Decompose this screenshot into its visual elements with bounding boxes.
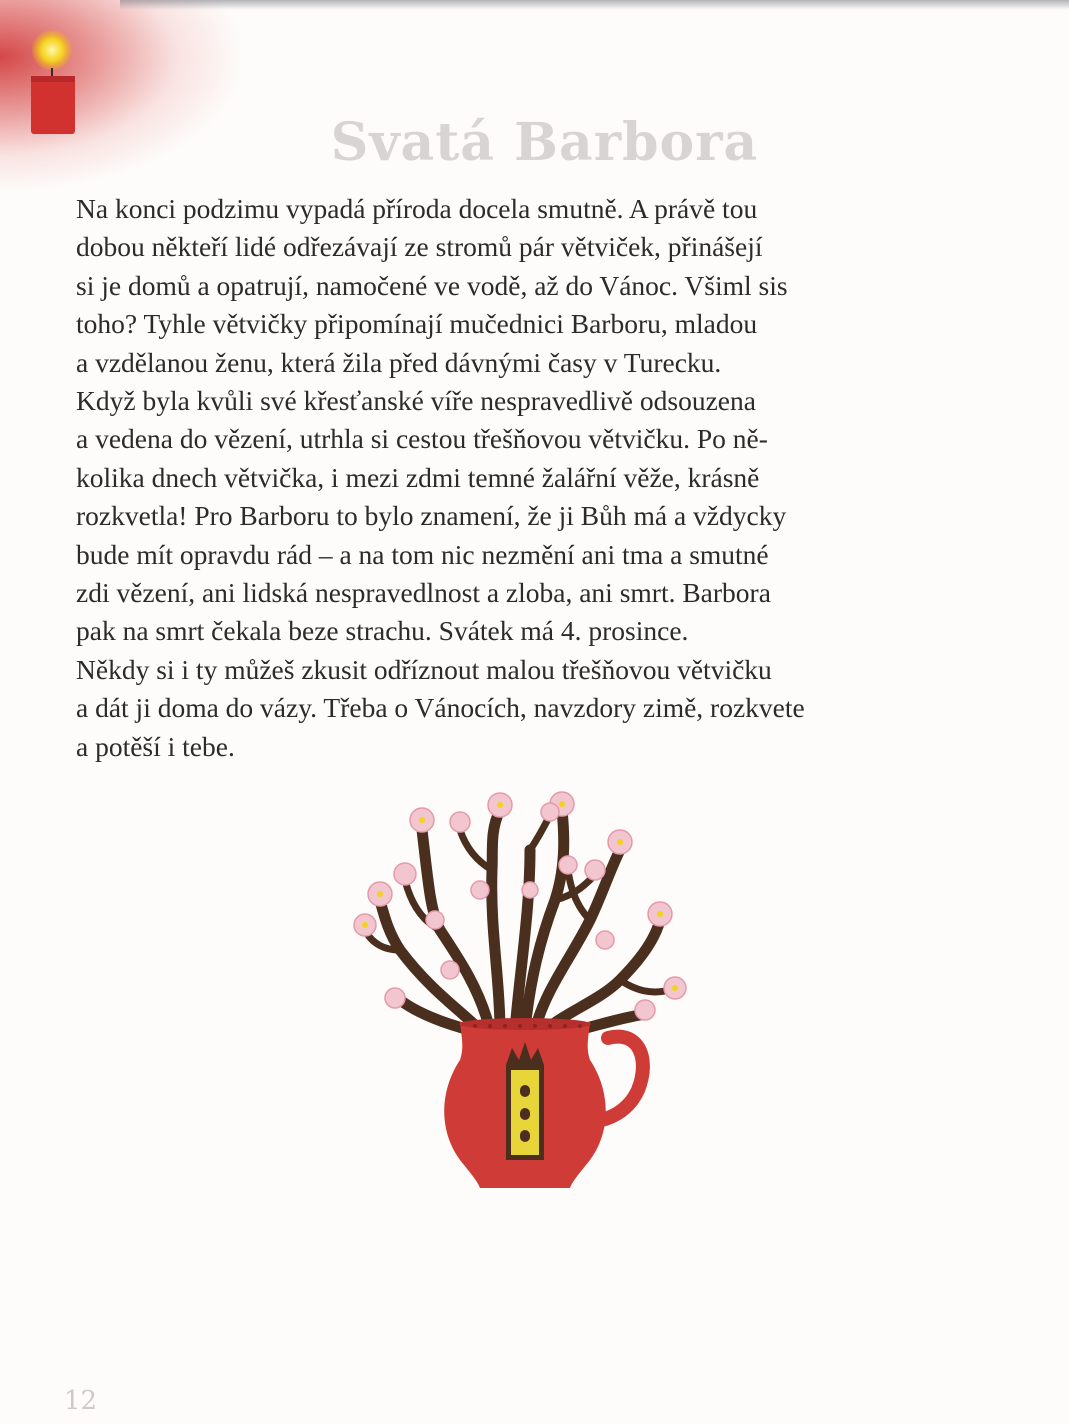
text-line: Na konci podzimu vypadá příroda docela smutně. A právě tou — [76, 193, 758, 224]
text-line: pak na smrt čekala beze strachu. Svátek má 4. prosince. — [76, 615, 689, 647]
page-title: Svatá Barbora — [330, 112, 759, 173]
text-line: Někdy si i ty můžeš zkusit odříznout malou třešňovou větvičku — [76, 653, 772, 685]
text-line: rozkvetla! Pro Barboru to bylo znamení, že ji Bůh má a vždycky — [76, 500, 787, 532]
text-line: dobou někteří lidé odřezávají ze stromů pár větviček, přinášejí — [76, 231, 763, 263]
vase-with-cherry-branches-icon — [340, 790, 720, 1190]
text-line: kolika dnech větvička, i mezi zdmi temné žalářní věže, krásně — [76, 461, 760, 493]
page-number: 12 — [64, 1386, 98, 1416]
text-line: a potěší i tebe. — [76, 730, 235, 762]
page-top-shadow — [120, 0, 1069, 10]
article-text — [76, 190, 996, 766]
text-line: a vzdělanou ženu, která žila před dávnými časy v Turecku. — [76, 346, 722, 378]
text-line: bude mít opravdu rád – a na tom nic nezmění ani tma a smutné — [76, 538, 769, 570]
text-line: si je domů a opatrují, namočené ve vodě, až do Vánoc. Všiml sis — [76, 269, 788, 301]
text-line: toho? Tyhle větvičky připomínají mučednici Barboru, mladou — [76, 308, 758, 340]
text-line: a vedena do vězení, utrhla si cestou třešňovou větvičku. Po ně- — [76, 423, 768, 455]
text-line: zdi vězení, ani lidská nespravedlnost a zloba, ani smrt. Barbora — [76, 577, 771, 609]
text-line: Když byla kvůli své křesťanské víře nespravedlivě odsouzena — [76, 385, 756, 417]
text-line: a dát ji doma do vázy. Třeba o Vánocích, navzdory zimě, rozkvete — [76, 692, 805, 724]
